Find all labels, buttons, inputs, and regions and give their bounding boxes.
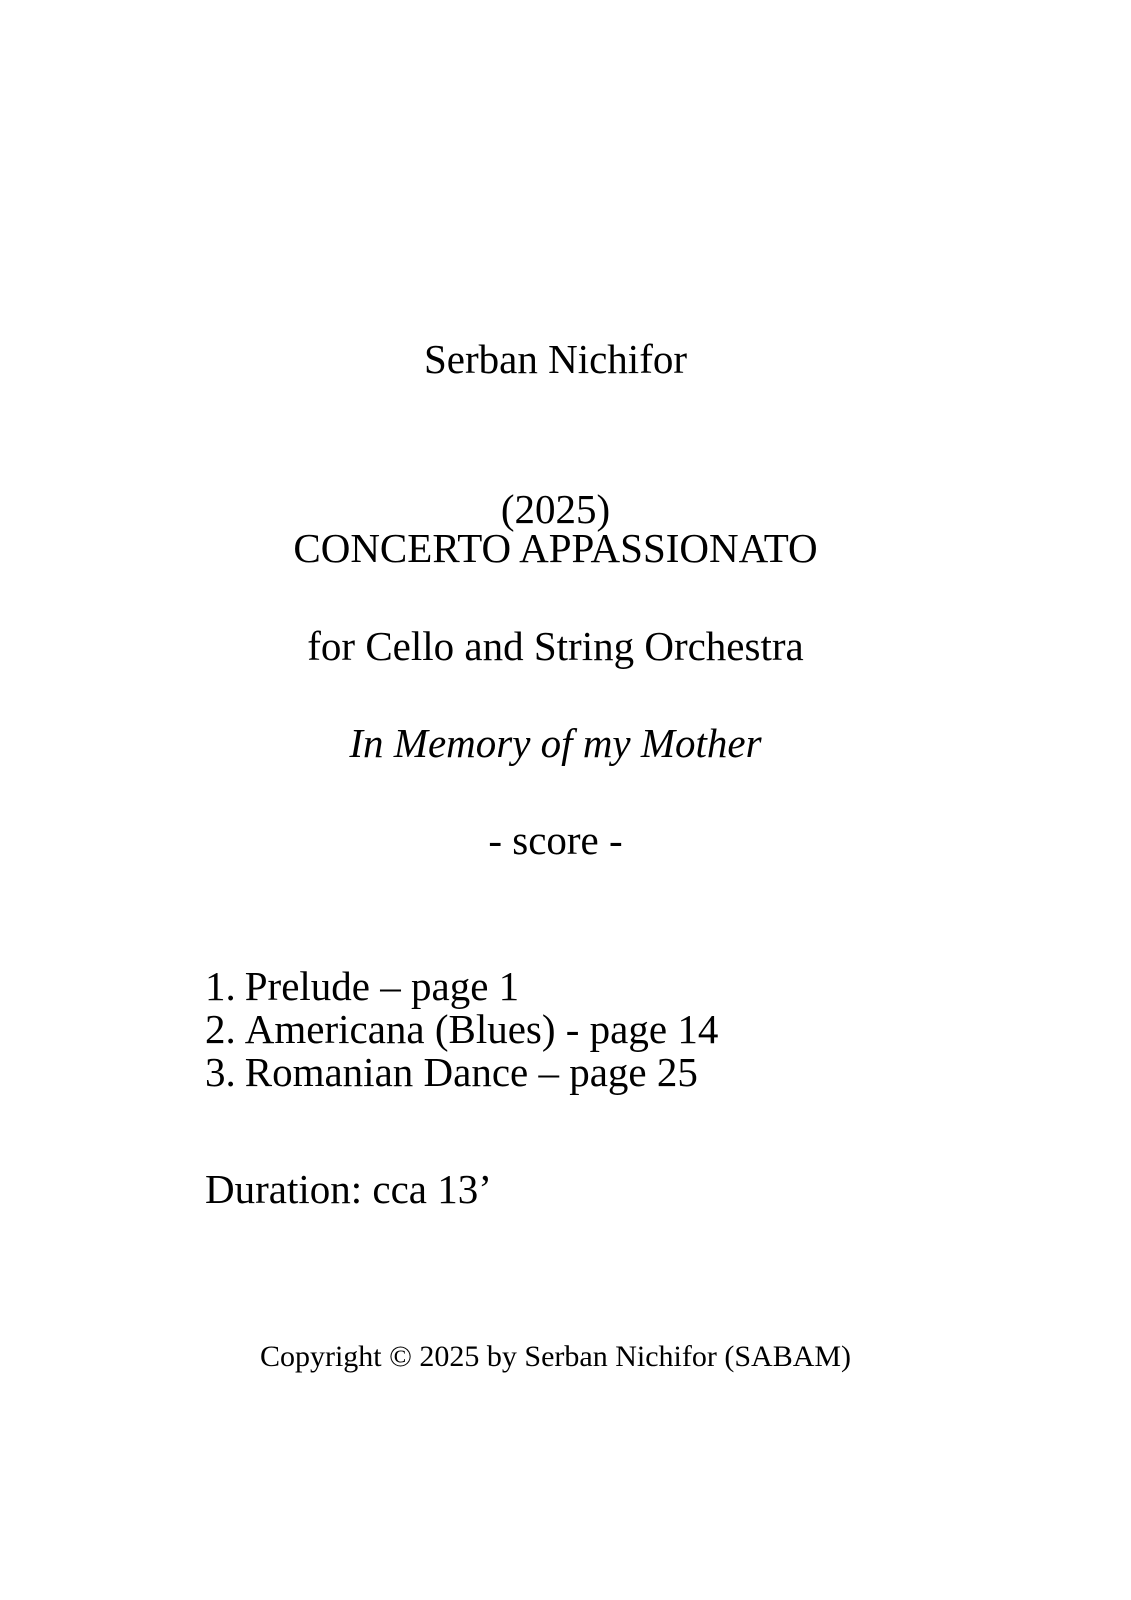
movement-number: 2. <box>205 1006 236 1052</box>
author-name: Serban Nichifor <box>424 336 687 382</box>
composition-year: (2025) <box>500 486 611 532</box>
movement-item <box>205 965 718 1008</box>
movement-label: Americana (Blues) - page 14 <box>244 1006 719 1052</box>
movement-label: Romanian Dance – page 25 <box>244 1049 698 1095</box>
score-label: - score - <box>488 817 623 863</box>
movement-number: 3. <box>205 1049 236 1095</box>
author-block <box>0 234 1111 634</box>
dedication: In Memory of my Mother <box>349 720 762 766</box>
copyright-line: Copyright © 2025 by Serban Nichifor (SABAM) <box>259 1340 852 1373</box>
movement-item <box>205 1008 718 1051</box>
movement-item <box>205 1051 718 1094</box>
movement-label: Prelude – page 1 <box>244 963 520 1009</box>
work-subtitle: for Cello and String Orchestra <box>307 623 804 669</box>
movements-list <box>205 965 718 1094</box>
work-title: CONCERTO APPASSIONATO <box>293 525 818 571</box>
movement-number: 1. <box>205 963 236 1009</box>
duration-line: Duration: cca 13’ <box>205 1166 492 1212</box>
